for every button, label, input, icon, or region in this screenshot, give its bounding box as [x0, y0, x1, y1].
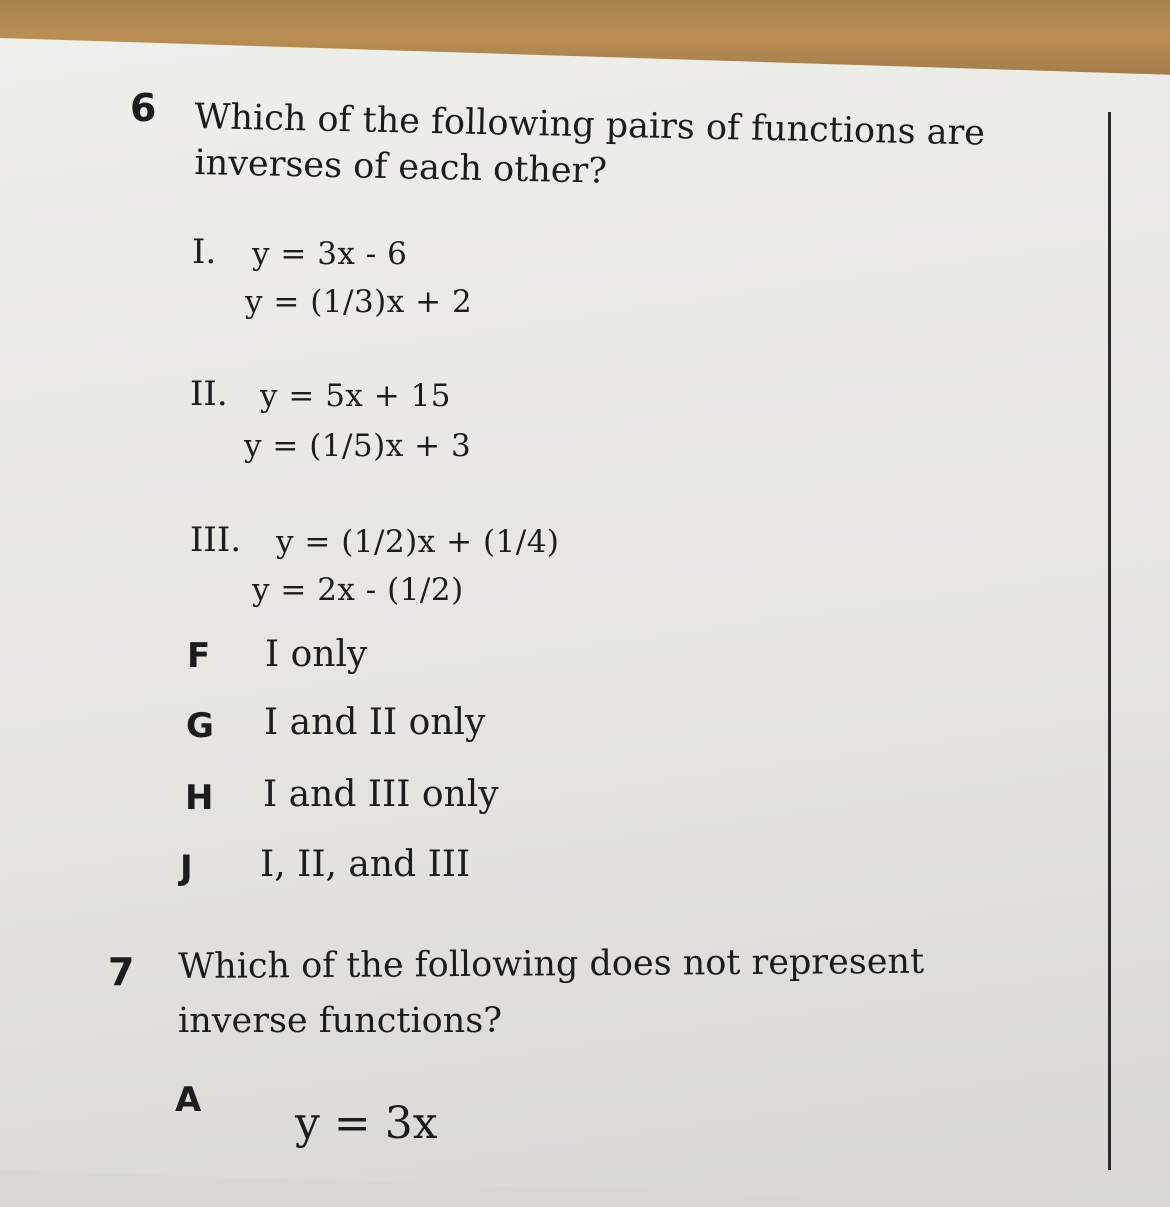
pair-1-equation-1: y = 3x - 6 — [252, 236, 408, 272]
pair-1-equation-2: y = (1/3)x + 2 — [245, 284, 473, 320]
choice-h-text[interactable]: I and III only — [263, 774, 499, 815]
question-6-number: 6 — [130, 86, 157, 130]
worksheet-page — [0, 38, 1170, 1207]
pair-3-label: III. — [190, 520, 242, 560]
question-6-text-line1: Which of the following pairs of functions are — [194, 96, 986, 154]
choice-a-letter: A — [175, 1080, 202, 1120]
question-7-number: 7 — [108, 950, 135, 994]
margin-rule-line — [1108, 112, 1111, 1170]
question-7-text-line2: inverse functions? — [178, 1001, 502, 1041]
pair-2-label: II. — [190, 374, 228, 414]
question-6-text-line2: inverses of each other? — [194, 142, 608, 192]
choice-g-letter: G — [186, 706, 214, 746]
pair-1-label: I. — [192, 232, 217, 272]
pair-3-equation-1: y = (1/2)x + (1/4) — [276, 524, 560, 560]
choice-f-letter: F — [187, 636, 211, 676]
pair-3-equation-2: y = 2x - (1/2) — [252, 572, 464, 608]
pair-2-equation-1: y = 5x + 15 — [260, 378, 452, 414]
choice-g-text[interactable]: I and II only — [264, 702, 486, 743]
choice-j-text[interactable]: I, II, and III — [260, 844, 471, 885]
pair-2-equation-2: y = (1/5)x + 3 — [244, 428, 472, 464]
choice-a-equation[interactable]: y = 3x — [295, 1098, 438, 1149]
question-7-text-line1: Which of the following does not represent — [178, 941, 925, 987]
choice-j-letter: J — [180, 848, 193, 888]
choice-f-text[interactable]: I only — [265, 634, 368, 675]
choice-h-letter: H — [185, 778, 214, 818]
